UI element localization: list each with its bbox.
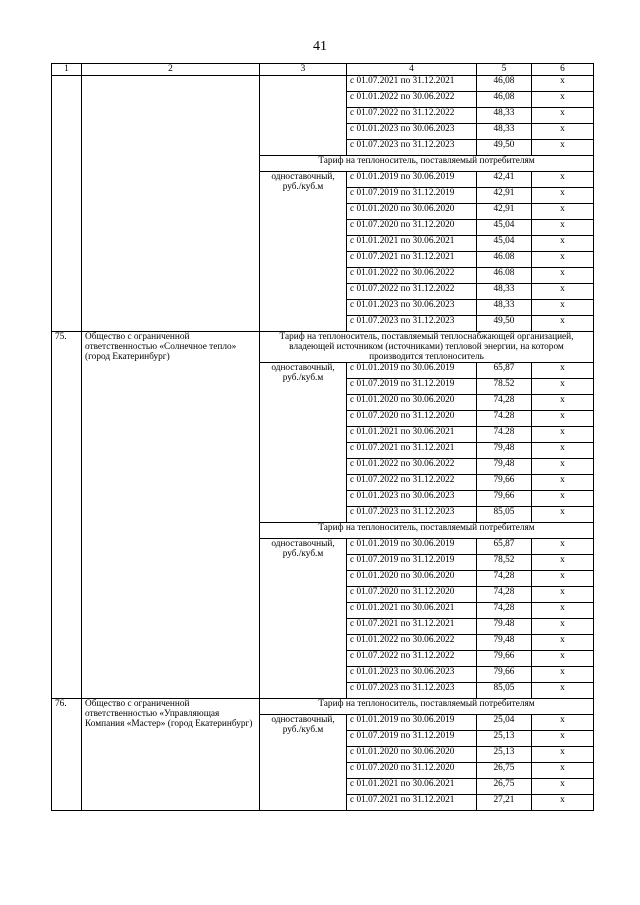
tariff-period: с 01.07.2023 по 31.12.2023 <box>347 140 477 156</box>
tariff-value: 65,87 <box>477 363 532 379</box>
tariff-value: 74.28 <box>477 427 532 443</box>
tariff-period: с 01.01.2022 по 30.06.2022 <box>347 635 477 651</box>
tariff-period: с 01.07.2021 по 31.12.2021 <box>347 76 477 92</box>
tariff-value: 79.48 <box>477 619 532 635</box>
tariff-mark: х <box>532 220 594 236</box>
org-number: 76. <box>52 699 82 811</box>
tariff-period: с 01.01.2021 по 30.06.2021 <box>347 779 477 795</box>
tariff-mark: х <box>532 667 594 683</box>
tariff-mark: х <box>532 76 594 92</box>
tariff-value: 48,33 <box>477 284 532 300</box>
column-number-row <box>52 64 594 76</box>
tariff-mark: х <box>532 539 594 555</box>
tariff-period: с 01.01.2019 по 30.06.2019 <box>347 715 477 731</box>
tariff-period: с 01.01.2021 по 30.06.2021 <box>347 603 477 619</box>
tariff-value: 78,52 <box>477 555 532 571</box>
tariff-unit: одноставочный, руб./куб.м <box>260 363 347 523</box>
tariff-mark: х <box>532 363 594 379</box>
tariff-value: 45,04 <box>477 236 532 252</box>
column-header: 2 <box>82 64 260 76</box>
tariff-period: с 01.07.2023 по 31.12.2023 <box>347 316 477 332</box>
column-header: 4 <box>347 64 477 76</box>
tariff-mark: х <box>532 571 594 587</box>
tariff-unit: одноставочный, руб./куб.м <box>260 539 347 699</box>
tariff-value: 79,48 <box>477 443 532 459</box>
tariff-value: 26,75 <box>477 779 532 795</box>
tariff-row <box>52 76 594 92</box>
tariff-mark: х <box>532 779 594 795</box>
tariff-period: с 01.07.2023 по 31.12.2023 <box>347 683 477 699</box>
tariff-mark: х <box>532 395 594 411</box>
tariff-mark: х <box>532 555 594 571</box>
tariff-period: с 01.01.2022 по 30.06.2022 <box>347 459 477 475</box>
tariff-value: 42,41 <box>477 172 532 188</box>
tariff-period: с 01.07.2020 по 31.12.2020 <box>347 587 477 603</box>
tariff-value: 25,13 <box>477 731 532 747</box>
page-number: 41 <box>313 39 327 54</box>
tariff-mark: х <box>532 379 594 395</box>
tariff-value: 79,48 <box>477 635 532 651</box>
tariff-value: 79,66 <box>477 491 532 507</box>
tariff-value: 49,50 <box>477 140 532 156</box>
tariff-period: с 01.01.2023 по 30.06.2023 <box>347 300 477 316</box>
tariff-mark: х <box>532 284 594 300</box>
tariff-period: с 01.01.2023 по 30.06.2023 <box>347 491 477 507</box>
tariff-value: 25,04 <box>477 715 532 731</box>
tariff-value: 65,87 <box>477 539 532 555</box>
tariff-period: с 01.07.2019 по 31.12.2019 <box>347 188 477 204</box>
tariff-period: с 01.01.2020 по 30.06.2020 <box>347 204 477 220</box>
tariff-mark: х <box>532 459 594 475</box>
tariff-period: с 01.01.2019 по 30.06.2019 <box>347 539 477 555</box>
tariff-value: 79,66 <box>477 475 532 491</box>
tariff-period: с 01.01.2022 по 30.06.2022 <box>347 268 477 284</box>
org-name <box>82 76 260 332</box>
tariff-mark: х <box>532 603 594 619</box>
tariff-period: с 01.01.2023 по 30.06.2023 <box>347 667 477 683</box>
org-number <box>52 76 82 332</box>
tariff-value: 74,28 <box>477 603 532 619</box>
tariff-value: 25,13 <box>477 747 532 763</box>
tariff-mark: х <box>532 172 594 188</box>
tariff-mark: х <box>532 715 594 731</box>
org-name: Общество с ограниченной ответственностью «Солнечное тепло» (город Екатеринбург) <box>82 332 260 699</box>
tariff-mark: х <box>532 747 594 763</box>
tariff-period: с 01.07.2022 по 31.12.2022 <box>347 651 477 667</box>
tariff-period: с 01.01.2019 по 30.06.2019 <box>347 172 477 188</box>
tariff-type-header: Тариф на теплоноситель, поставляемый потребителям <box>260 699 594 715</box>
tariff-mark: х <box>532 795 594 811</box>
tariff-value: 74,28 <box>477 395 532 411</box>
column-header: 3 <box>260 64 347 76</box>
tariff-period: с 01.01.2019 по 30.06.2019 <box>347 363 477 379</box>
tariff-type-header: Тариф на теплоноситель, поставляемый теплоснабжающей организацией, владеющей источником (источниками) тепловой энергии, на котором производится теплоноситель <box>260 332 594 363</box>
column-header: 6 <box>532 64 594 76</box>
tariff-value: 46.08 <box>477 268 532 284</box>
tariff-mark: х <box>532 300 594 316</box>
tariff-value: 85,05 <box>477 683 532 699</box>
tariff-period: с 01.07.2019 по 31.12.2019 <box>347 555 477 571</box>
tariff-value: 48,33 <box>477 300 532 316</box>
tariff-type-header: Тариф на теплоноситель, поставляемый потребителям <box>260 156 594 172</box>
tariff-period: с 01.07.2023 по 31.12.2023 <box>347 507 477 523</box>
tariff-period: с 01.07.2021 по 31.12.2021 <box>347 252 477 268</box>
tariff-mark: х <box>532 124 594 140</box>
tariff-mark: х <box>532 619 594 635</box>
tariff-value: 74,28 <box>477 587 532 603</box>
tariff-mark: х <box>532 507 594 523</box>
tariff-mark: х <box>532 427 594 443</box>
tariff-mark: х <box>532 92 594 108</box>
tariff-value: 79,48 <box>477 459 532 475</box>
tariff-period: с 01.07.2021 по 31.12.2021 <box>347 443 477 459</box>
tariff-period: с 01.07.2019 по 31.12.2019 <box>347 731 477 747</box>
tariff-value: 46,08 <box>477 92 532 108</box>
org-name: Общество с ограниченной ответственностью «Управляющая Компания «Мастер» (город Екатеринбург) <box>82 699 260 811</box>
tariff-mark: х <box>532 268 594 284</box>
tariff-value: 45,04 <box>477 220 532 236</box>
tariff-mark: х <box>532 188 594 204</box>
tariff-mark: х <box>532 443 594 459</box>
tariff-period: с 01.01.2020 по 30.06.2020 <box>347 747 477 763</box>
tariff-header-row <box>52 699 594 715</box>
tariff-mark: х <box>532 236 594 252</box>
tariff-period: с 01.01.2023 по 30.06.2023 <box>347 124 477 140</box>
tariff-mark: х <box>532 411 594 427</box>
tariff-value: 74,28 <box>477 571 532 587</box>
tariff-mark: х <box>532 108 594 124</box>
tariff-value: 46,08 <box>477 76 532 92</box>
tariff-unit: одноставочный, руб./куб.м <box>260 172 347 332</box>
tariff-period: с 01.01.2020 по 30.06.2020 <box>347 571 477 587</box>
tariff-period: с 01.07.2021 по 31.12.2021 <box>347 619 477 635</box>
tariff-mark: х <box>532 140 594 156</box>
tariff-table <box>51 63 594 811</box>
tariff-value: 27,21 <box>477 795 532 811</box>
tariff-value: 79,66 <box>477 667 532 683</box>
tariff-mark: х <box>532 683 594 699</box>
tariff-value: 79,66 <box>477 651 532 667</box>
tariff-period: с 01.07.2022 по 31.12.2022 <box>347 108 477 124</box>
tariff-value: 49,50 <box>477 316 532 332</box>
tariff-mark: х <box>532 763 594 779</box>
tariff-mark: х <box>532 475 594 491</box>
tariff-value: 48,33 <box>477 108 532 124</box>
tariff-value: 74.28 <box>477 411 532 427</box>
tariff-value: 26,75 <box>477 763 532 779</box>
tariff-mark: х <box>532 635 594 651</box>
column-header: 5 <box>477 64 532 76</box>
tariff-period: с 01.07.2022 по 31.12.2022 <box>347 475 477 491</box>
tariff-period: с 01.07.2021 по 31.12.2021 <box>347 795 477 811</box>
tariff-period: с 01.07.2020 по 31.12.2020 <box>347 411 477 427</box>
tariff-value: 48,33 <box>477 124 532 140</box>
tariff-unit <box>260 76 347 156</box>
column-header: 1 <box>52 64 82 76</box>
tariff-header-row <box>52 332 594 363</box>
tariff-value: 42,91 <box>477 204 532 220</box>
table-body <box>52 76 594 811</box>
tariff-period: с 01.01.2020 по 30.06.2020 <box>347 395 477 411</box>
tariff-mark: х <box>532 731 594 747</box>
tariff-period: с 01.01.2021 по 30.06.2021 <box>347 236 477 252</box>
tariff-period: с 01.07.2022 по 31.12.2022 <box>347 284 477 300</box>
tariff-type-header: Тариф на теплоноситель, поставляемый потребителям <box>260 523 594 539</box>
org-number: 75. <box>52 332 82 699</box>
tariff-value: 85,05 <box>477 507 532 523</box>
tariff-mark: х <box>532 491 594 507</box>
tariff-unit: одноставочный, руб./куб.м <box>260 715 347 811</box>
tariff-mark: х <box>532 252 594 268</box>
tariff-period: с 01.07.2019 по 31.12.2019 <box>347 379 477 395</box>
tariff-period: с 01.01.2021 по 30.06.2021 <box>347 427 477 443</box>
tariff-period: с 01.07.2020 по 31.12.2020 <box>347 220 477 236</box>
tariff-value: 46.08 <box>477 252 532 268</box>
tariff-value: 42,91 <box>477 188 532 204</box>
tariff-value: 78.52 <box>477 379 532 395</box>
tariff-period: с 01.01.2022 по 30.06.2022 <box>347 92 477 108</box>
tariff-mark: х <box>532 651 594 667</box>
tariff-mark: х <box>532 587 594 603</box>
tariff-period: с 01.07.2020 по 31.12.2020 <box>347 763 477 779</box>
tariff-mark: х <box>532 316 594 332</box>
tariff-mark: х <box>532 204 594 220</box>
